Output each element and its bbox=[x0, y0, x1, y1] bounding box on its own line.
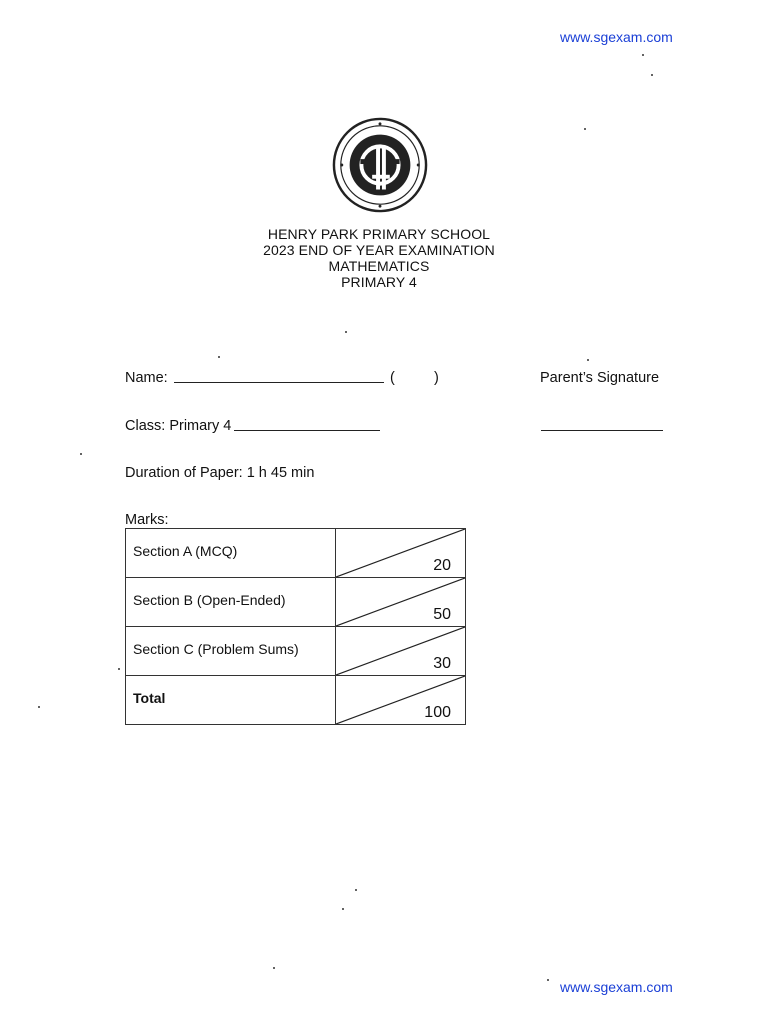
scan-speck bbox=[273, 967, 275, 969]
total-max-marks: 100 bbox=[424, 704, 451, 721]
name-input-line[interactable] bbox=[174, 368, 384, 383]
header-website-link[interactable]: www.sgexam.com bbox=[560, 29, 673, 45]
total-marks-cell[interactable] bbox=[336, 676, 466, 725]
max-marks: 50 bbox=[433, 606, 451, 623]
footer-website-link[interactable]: www.sgexam.com bbox=[560, 979, 673, 995]
marks-cell[interactable] bbox=[336, 529, 466, 578]
scan-speck bbox=[80, 453, 82, 455]
crest-icon bbox=[331, 116, 429, 214]
scan-speck bbox=[118, 668, 120, 670]
section-label: Section A (MCQ) bbox=[126, 529, 336, 578]
marks-cell[interactable] bbox=[336, 578, 466, 627]
duration-label: Duration of Paper: 1 h 45 min bbox=[125, 465, 315, 481]
section-label: Section C (Problem Sums) bbox=[126, 627, 336, 676]
school-name: HENRY PARK PRIMARY SCHOOL bbox=[267, 226, 491, 242]
marks-label: Marks: bbox=[125, 512, 169, 528]
subject-title: MATHEMATICS bbox=[328, 258, 430, 274]
table-row bbox=[126, 578, 466, 627]
exam-title: 2023 END OF YEAR EXAMINATION bbox=[263, 242, 495, 258]
scan-speck bbox=[218, 356, 220, 358]
scan-speck bbox=[547, 979, 549, 981]
scan-speck bbox=[345, 331, 347, 333]
scan-speck bbox=[584, 128, 586, 130]
total-label: Total bbox=[126, 676, 336, 725]
scan-speck bbox=[342, 908, 344, 910]
register-number-open-bracket: ( bbox=[390, 370, 395, 386]
class-input-line[interactable] bbox=[234, 416, 380, 431]
marks-cell[interactable] bbox=[336, 627, 466, 676]
scan-speck bbox=[587, 359, 589, 361]
scan-speck bbox=[651, 74, 653, 76]
class-label: Class: Primary 4 bbox=[125, 418, 232, 434]
marks-table bbox=[125, 528, 466, 725]
scan-speck bbox=[642, 54, 644, 56]
table-row bbox=[126, 529, 466, 578]
scan-speck bbox=[355, 889, 357, 891]
register-number-close-bracket: ) bbox=[434, 370, 439, 386]
max-marks: 30 bbox=[433, 655, 451, 672]
max-marks: 20 bbox=[433, 557, 451, 574]
section-label: Section B (Open-Ended) bbox=[126, 578, 336, 627]
parent-signature-label: Parent’s Signature bbox=[540, 370, 660, 386]
scan-speck bbox=[38, 706, 40, 708]
level-title: PRIMARY 4 bbox=[341, 274, 417, 290]
parent-signature-line[interactable] bbox=[541, 416, 663, 431]
table-row bbox=[126, 676, 466, 725]
school-crest-logo bbox=[331, 116, 429, 214]
name-label: Name: bbox=[125, 370, 168, 386]
table-row bbox=[126, 627, 466, 676]
